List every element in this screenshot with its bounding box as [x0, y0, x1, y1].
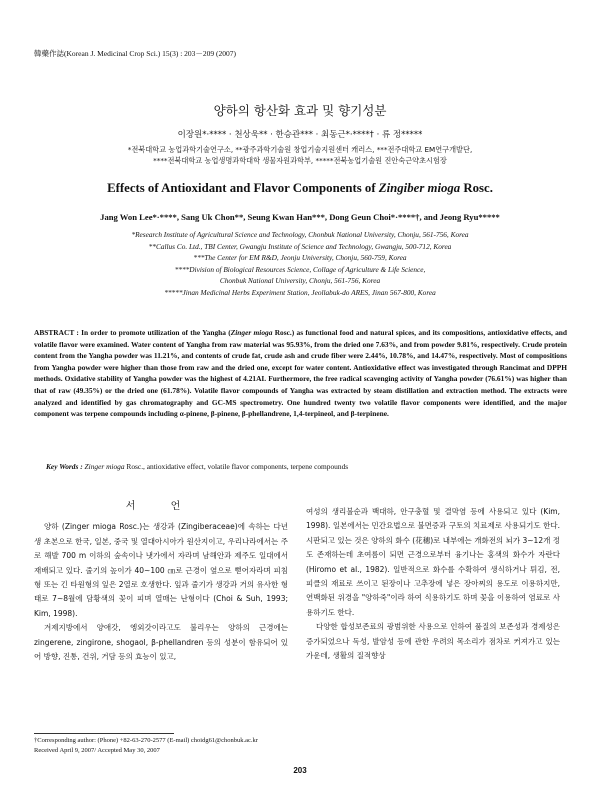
body-column-right — [306, 505, 560, 663]
korean-affiliations — [0, 144, 600, 166]
english-affiliations — [0, 229, 600, 298]
korean-title: 양하의 항산화 효과 및 향기성분 — [213, 103, 387, 118]
body-paragraph: 다양한 합성보존료의 광범위한 사용으로 인하여 품질의 보존성과 경제성은 증가되었으나 독성, 발암성 등에 관한 우려의 목소리가 점차로 커져가고 있는 가운데, 생활의 질적향상 — [306, 622, 560, 661]
corresponding-author: †Corresponding author: (Phone) +82-63-270-2577 (E-mail) choidg61@chonbuk.ac.kr — [34, 737, 258, 744]
korean-affiliation-line: *전북대학교 농업과학기술연구소, **광주과학기술원 창업기술지원센터 캐러스, ***전주대학교 EM연구개발단, — [127, 145, 473, 154]
keywords-label: Key Words : — [46, 462, 83, 471]
english-authors: Jang Won Lee*·****, Sang Uk Chon**, Seung Kwan Han***, Dong Geun Choi*·****†, and Jeong Ryu***** — [100, 212, 500, 222]
abstract-text: In order to promote utilization of the Yangha ( — [78, 328, 231, 337]
page-number: 203 — [293, 766, 307, 775]
english-title — [0, 181, 600, 196]
body-paragraph: 양하 (Zinger mioga Rosc.)는 생강과 (Zingiberaceae)에 속하는 다년생 초본으로 한국, 일본, 중국 및 열대아시아가 원산지이고, 우리나라에서는 주로 해발 700 m 이하의 숲속이나 냇가에서 자라며 남해안과 제주도 일대에서 재배되고 있다. 줄기의 높이가 40~100 ㎝로 근경이 옆으로 뻗어자라며 피침형 또는 긴 타원형의 잎은 2열로 호생한다. 잎과 줄기가 생강과 거의 유사한 형태로 7~8월에 담황색의 꽃이 피며 열매는 난형이다 (Choi & Suh, 1993; Kim, 1998). — [34, 522, 288, 618]
received-dates: Received April 9, 2007/ Accepted May 30, 2007 — [34, 746, 160, 754]
body-paragraph: 여성의 생리불순과 백대하, 안구충혈 및 결막염 등에 사용되고 있다 (Kim, 1998). 일본에서는 민간요법으로 불면증과 구토의 치료제로 사용되기도 한다. 시판되고 있는 것은 양하의 화수 (花穗)로 내부에는 개화전의 뇌가 3~12개 정도 존재하는데 초여름이 되면 근경으로부터 융기나는 홍색의 화수가 자란다 (Hiromo et al., 1982). 일반적으로 화수를 수확하여 생식하거나 튀김, 전, 피클의 재료로 쓰이고 된장이나 고추장에 넣은 장아찌의 용도로 이용하지만, 연백화된 위경을 "양하죽"이라 하여 식용하기도 하며 꽃을 이용하여 염료로 사용하기도 한다. — [306, 507, 560, 617]
keywords-species: Zinger mioga — [82, 462, 125, 471]
english-title-species: Zingiber mioga — [378, 181, 461, 195]
section-title: 서 언 — [125, 501, 197, 512]
journal-header: 韓藥作誌(Korean J. Medicinal Crop Sci.) 15(3) : 203－209 (2007) — [34, 49, 237, 58]
korean-affiliation-line: ****전북대학교 농업생명과학대학 생물자원과학부, *****전북농업기술원 진안숙근약초시험장 — [153, 156, 447, 165]
body-paragraph: 겨제지방에서 양애갓, 엥외갓이라고도 불리우는 양하의 근경에는 zingerene, zingirone, shogaol, β-phellandren 등의 성분이 함유되어 있어 방향, 진통, 건위, 거담 등의 효능이 있고, — [34, 623, 288, 662]
english-affiliation-line: *****Jinan Medicinal Herbs Experiment Station, Jeollabuk-do ARES, Jinan 567-800, Korea — [164, 287, 436, 297]
english-title-text: Effects of Antioxidant and Flavor Components of — [107, 181, 379, 195]
english-affiliation-line: ****Division of Biological Resources Science, Collage of Agriculture & Life Science, — [174, 264, 426, 274]
english-affiliation-line: Chonbuk National University, Chonju, 561-756, Korea — [219, 276, 381, 285]
footnote — [34, 736, 258, 755]
keywords — [46, 462, 348, 471]
abstract — [34, 327, 567, 420]
english-affiliation-line: **Callus Co. Ltd., TBI Center, Gwangju Institute of Science and Technology, Gwangju, 500-712, Korea — [148, 241, 452, 251]
english-title-end: Rosc. — [460, 181, 493, 195]
english-affiliation-line: *Research Institute of Agricultural Science and Technology, Chonbuk National University, Chonju, 561-756, Korea — [131, 230, 469, 239]
abstract-species: Zinger mioga — [230, 328, 273, 337]
keywords-text: Rosc., antioxidative effect, volatile flavor components, terpene compounds — [124, 462, 349, 471]
english-affiliation-line: ***The Center for EM R&D, Jeonju University, Chonju, 560-759, Korea — [193, 253, 407, 262]
abstract-text: Rosc.) as functional food and natural spices, and its compositions, antioxidative effects, and volatile flavor were examined. Water content of Yangha from raw material was 95.93%, from the dried one 7.63%, and from powder 9.81%, respectively. Crude protein content from the Yangha powder was 11.21%, and contents of crude fat, crude ash and crude fiber were 2.44%, 10.78%, and 14.47%, respectively. Most of compositions from Yangha powder were higher than those from raw and the dried one, except for water content. Antioxidative effect was investigated through Rancimat and DPPH methods. Oxidative stability of Yangha powder was the highest of 4.21AI. Furthermore, the free radical scavenging activity of Yangha powder (76.61%) was higher than that of raw (49.35%) or the dried one (61.78%). Volatile flavor compounds of Yangha was extracted by steam distillation and extraction method. The extracts were analyzed and identified by gas chromatography and GC-MS spectrometry. One hundred twenty two volatile flavor components were identified, and the major component was terpene compounds including α-pinene, β-pinene, β-phellandrene, 1,4-terpineol, and β-terpinene. — [34, 328, 567, 419]
footnote-divider — [34, 733, 174, 734]
body-column-left — [34, 500, 288, 664]
abstract-label: ABSTRACT : — [34, 328, 79, 337]
korean-authors: 이장원*·**** · 천상욱** · 한승관*** · 최동근*·****† · 류 정***** — [177, 130, 423, 140]
